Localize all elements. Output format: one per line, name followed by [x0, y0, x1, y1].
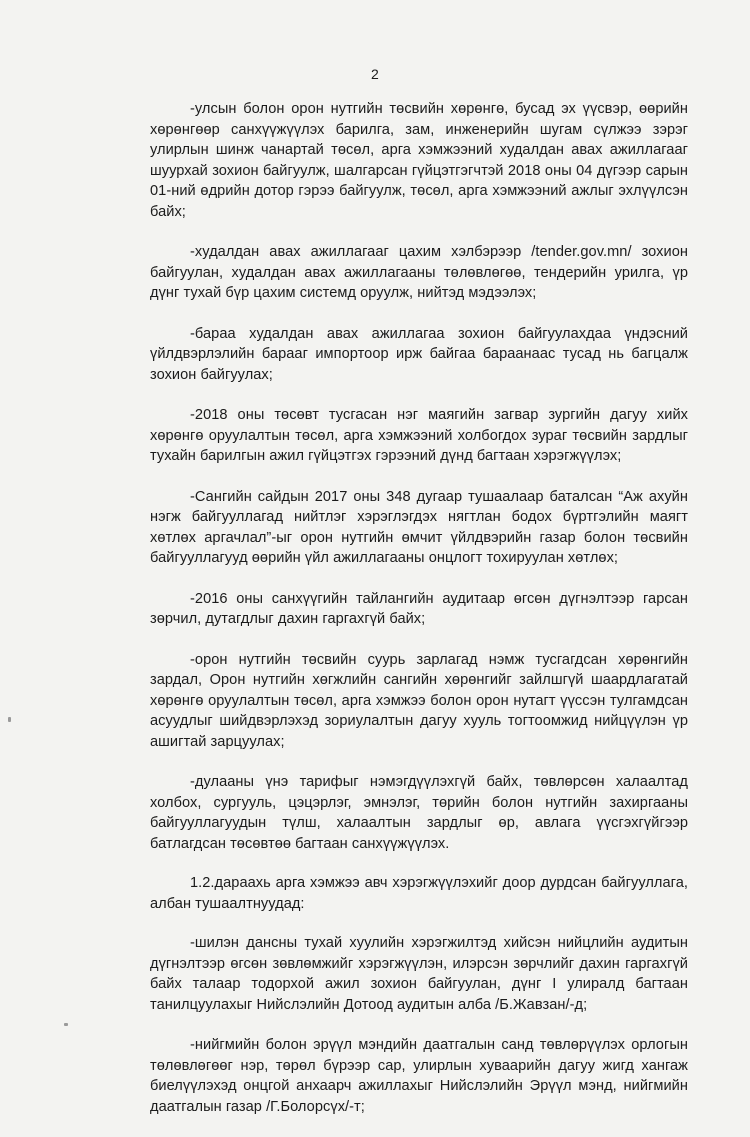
paragraph-e-procurement: -худалдан авах ажиллагааг цахим хэлбэрээр /tender.gov.mn/ зохион байгуулан, худалдан авах ажиллагааны төлөвлөгөө, тендерийн урилга, үр дүнг тухай бүр цахим системд оруулж, нийтэд мэдээлэх;: [150, 244, 688, 301]
paragraph-section-1-2: 1.2.дараахь арга хэмжээ авч хэрэгжүүлэхийг доор дурдсан байгууллага, албан тушаалтнуудад:: [150, 875, 688, 912]
page-number: 2: [371, 66, 379, 82]
scan-speck-left: [8, 717, 11, 722]
paragraph-local-development-fund: -орон нутгийн төсвийн суурь зарлагад нэмж тусгагдсан хөрөнгийн зардал, Орон нутгийн хөгжлийн сангийн хөрөнгийг зайлшгүй шаардлагатай хөрөнгө оруулалтын төсөл, арга хэмжээ болон орон нутагт үүссэн тулгамдсан асуудлыг шийдвэрлэхэд зориулалтын дагуу хууль тогтоомжид нийцүүлэн үр ашигтай зарцуулах;: [150, 651, 688, 750]
paragraph-audit-violations: -2016 оны санхүүгийн тайлангийн аудитаар өгсөн дүгнэлтээр гарсан зөрчил, дутагдлыг дахин гаргахгүй байх;: [150, 590, 688, 627]
paragraph-procurement-projects: -улсын болон орон нутгийн төсвийн хөрөнгө, бусад эх үүсвэр, өөрийн хөрөнгөөр санхүүжүүлэх барилга, зам, инженерийн шугам сүлжээ зэрэг улирлын шинж чанартай төсөл, арга хэмжээний худалдан авах ажиллагааг шуурхай зохион байгуулж, шалгарсан гүйцэтгэгчтэй 2018 оны 04 дүгээр сарын 01-ний өдрийн дотор гэрээ байгуулж, төсөл, арга хэмжээний ажлыг эхлүүлсэн байх;: [150, 101, 688, 220]
paragraph-accounting-forms: -Сангийн сайдын 2017 оны 348 дугаар тушаалаар баталсан “Аж ахуйн нэгж байгууллагад нийтлэг хэрэглэгдэх нягтлан бодох бүртгэлийн маягт хөтлөх аргачлал”-ыг орон нутгийн өмчит үйлдвэрийн газар болон төсвийн байгууллагууд өөрийн үйл ажиллагааны онцлогт тохируулан хөтлөх;: [150, 488, 688, 566]
paragraph-heating-tariff: -дулааны үнэ тарифыг нэмэгдүүлэхгүй байх, төвлөрсөн халаалтад холбох, сургууль, цэцэрлэг, эмнэлэг, төрийн болон нутгийн захиргааны байгууллагуудын түлш, халаалтын зардлыг өр, авлага үүсгэхгүйгээр батлагдсан төсөвтөө багтаан санхүүжүүлэх.: [150, 774, 688, 852]
scan-speck-bottom: [64, 1023, 68, 1026]
paragraph-insurance-fund: -нийгмийн болон эрүүл мэндийн даатгалын санд төвлөрүүлэх орлогын төлөвлөгөөг нэр, төрөл бүрээр сар, улирлын хуваарийн дагуу жигд хангаж биелүүлэхэд онцгой анхаарч ажиллахыг Нийслэлийн Эрүүл мэнд, нийгмийн даатгалын газар /Г.Болорсүх/-т;: [150, 1037, 688, 1115]
document-body: [150, 99, 688, 1137]
paragraph-glass-account-audit: -шилэн дансны тухай хуулийн хэрэгжилтэд хийсэн нийцлийн аудитын дүгнэлтээр өгсөн зөвлөмжийг хэрэгжүүлэн, илэрсэн зөрчлийг дахин гаргахгүй байх талаар тодорхой ажил зохион байгуулан, дүнг I улиралд багтаан танилцуулахыг Нийслэлийн Дотоод аудитын алба /Б.Жавзан/-д;: [150, 935, 688, 1013]
paragraph-standard-design: -2018 оны төсөвт тусгасан нэг маягийн загвар зургийн дагуу хийх хөрөнгө оруулалтын төсөл, арга хэмжээний холбогдох зураг төсвийн зардлыг тухайн барилгын ажил гүйцэтгэх гэрээний дүнд багтаан хэрэгжүүлэх;: [150, 407, 688, 464]
paragraph-domestic-goods: -бараа худалдан авах ажиллагаа зохион байгуулахдаа үндэсний үйлдвэрлэлийн барааг импортоор ирж байгаа бараанаас тусад нь багцалж зохион байгуулах;: [150, 325, 688, 383]
